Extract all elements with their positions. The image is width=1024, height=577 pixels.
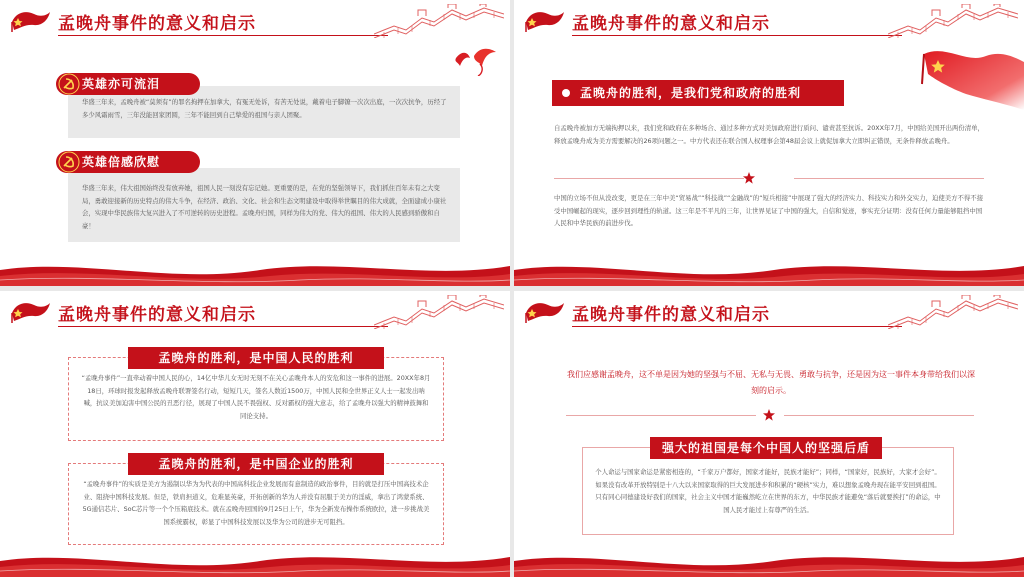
red-wave-decoration-icon: [0, 547, 510, 577]
section-box-2: [68, 463, 444, 545]
section-banner: [552, 80, 844, 106]
section-box-2: [68, 168, 460, 242]
intro-text: 我们应感谢孟晚舟，这不单是因为她的坚强与不屈、无私与无畏、勇敢与抗争，还是因为这一事件本身带给我们以深刻的启示。: [567, 370, 975, 395]
section-banner: 强大的祖国是每个中国人的坚强后盾: [650, 437, 882, 459]
section-heading-2: 孟晚舟的胜利，是中国企业的胜利: [128, 453, 384, 475]
paragraph-2: [554, 192, 984, 230]
section-heading-1: 孟晚舟的胜利，是中国人民的胜利: [128, 347, 384, 369]
slide-1: [0, 0, 510, 286]
section-heading-1: 英雄亦可流泪: [56, 73, 200, 95]
divider-left: [554, 178, 744, 179]
paragraph-1: [554, 122, 984, 147]
slide-4: [514, 291, 1024, 577]
divider-left: [566, 415, 756, 416]
party-flag-logo-icon: [524, 299, 566, 323]
divider-right: [794, 178, 984, 179]
section-text-2: 华盛三年来，伟大祖国始终没有放弃她，祖国人民一刻没有忘记她。更重要的是，在党的坚强领导下，我们抓住百年未有之大变局，勇敢迎接新的历史特点的伟大斗争，在经济、政治、文化、社会和生态文明建设中取得举世瞩目的伟大成就，全面建成小康社会，实现中华民族伟大复兴进入了不可逆转的历史进程。孟晚舟归国，同样为伟大的党、伟大的祖国、伟大的人民感到骄傲和自豪！: [82, 184, 447, 230]
paragraph-1-text: 自孟晚舟被加方无端拘押以来，我们党和政府在多种场合、通过多种方式对美加政府进行质问、谴责甚至抗诉。20XX年7月，中国给美国开出两份清单，释放孟晚舟成为美方需要解决的26项问题之一。中方代表还在联合国人权理事会第48届会议上就促加拿大立即纠正错误，无条件释放孟晚舟。: [554, 124, 984, 145]
star-icon: [763, 409, 775, 421]
slide-title: 孟晚舟事件的意义和启示: [58, 14, 256, 34]
star-icon: [743, 172, 755, 184]
section-box: [582, 447, 954, 535]
bullet-dot-icon: [562, 89, 570, 97]
red-wave-decoration-icon: [514, 256, 1024, 286]
red-wave-decoration-icon: [0, 256, 510, 286]
party-flag-logo-icon: [524, 8, 566, 32]
great-wall-decoration-icon: [888, 295, 1018, 329]
section-heading-2: 英雄倍感欣慰: [56, 151, 200, 173]
slide-3: [0, 291, 510, 577]
title-underline: [572, 326, 902, 327]
party-flag-logo-icon: [10, 8, 52, 32]
waving-flag-image-icon: [916, 44, 1024, 110]
great-wall-decoration-icon: [888, 4, 1018, 38]
section-text-1: 华盛三年来，孟晚舟被“莫须有”的罪名拘押在加拿大，有冤无处诉，有苦无处说，戴着电子脚镣一次次出庭，一次次抗争，历经了多少风霜雨雪，三年没能回家团圆，三年不能回到自己挚爱的祖国与亲人团聚。: [82, 98, 447, 119]
banner-text: 孟晚舟的胜利，是我们党和政府的胜利: [580, 86, 802, 100]
red-wave-decoration-icon: [514, 547, 1024, 577]
slide-title: 孟晚舟事件的意义和启示: [572, 305, 770, 325]
doves-icon: [452, 46, 498, 76]
section-text: 个人命运与国家命运是紧密相连的，“千家万户都好，国家才能好，民族才能好”；同样，“国家好，民族好，大家才会好”。如果没有改革开放特别是十八大以来国家取得的巨大发展进步和积累的“硬核”实力，难以想象孟晚舟现在能平安回到祖国。只有同心同德建设好我们的国家，社会主义中国才能巍然屹立在世界的东方，中华民族才能避免“落后就要挨打”的命运，中国人民才能过上有尊严的生活。: [595, 468, 941, 514]
section-box-1: [68, 357, 444, 441]
party-flag-logo-icon: [10, 299, 52, 323]
title-underline: [58, 326, 388, 327]
party-emblem-icon: [58, 73, 80, 95]
title-underline: [572, 35, 902, 36]
slide-2: [514, 0, 1024, 286]
divider-right: [784, 415, 974, 416]
party-emblem-icon: [58, 151, 80, 173]
great-wall-decoration-icon: [374, 4, 504, 38]
title-underline: [58, 35, 388, 36]
section-text-2: “孟晚舟事件”的实质是美方为遏制以华为为代表的中国高科技企业发展而有意制造的政治事件，目的就是打压中国高技术企业、阻挠中国科技发展。但是，铁肩担道义，危难显英豪，开拓创新的华为人并没有屈服于美方的淫威，拿出了鸿蒙系统、5G通信芯片、SoC芯片等一个个压箱底技术。就在孟晚舟回国的9月25日上午，华为全新发布操作系统欧拉，进一步挑战美国系统霸权，彰显了中国科技发展以及华为公司的进步无可阻挡。: [82, 480, 430, 526]
great-wall-decoration-icon: [374, 295, 504, 329]
slide-title: 孟晚舟事件的意义和启示: [58, 305, 256, 325]
slide-title: 孟晚舟事件的意义和启示: [572, 14, 770, 34]
section-text-1: “孟晚舟事件”一直牵动着中国人民的心，14亿中华儿女无时无刻不在关心孟晚舟本人的安危和这一事件的进展。20XX年8月18日，环球时报发起释放孟晚舟联署签名行动，短短几天，签名人数近1500万，中国人民和全世界正义人士一起发出呐喊，抗议美加迫害中国公民的丑恶行径，展现了中国人民不畏强权、反对霸权的强大意志，给了孟晚舟以强大的精神鼓舞和同论支持。: [81, 374, 431, 420]
paragraph-2-text: 中国的立场不但从没改变，更是在三年中美“贸易战”“科技战”“金融战”的“短兵相接”中展现了强大的经济实力、科技实力和外交实力，迫使美方不得不接受中国崛起的现实，逐步回到理性的轨道。这三年是不平凡的三年，让世界见证了中国的强大，自信和觉迹，事实充分证明：没有任何力量能够阻挡中国人民和中华民族的前进步伐。: [554, 194, 984, 228]
